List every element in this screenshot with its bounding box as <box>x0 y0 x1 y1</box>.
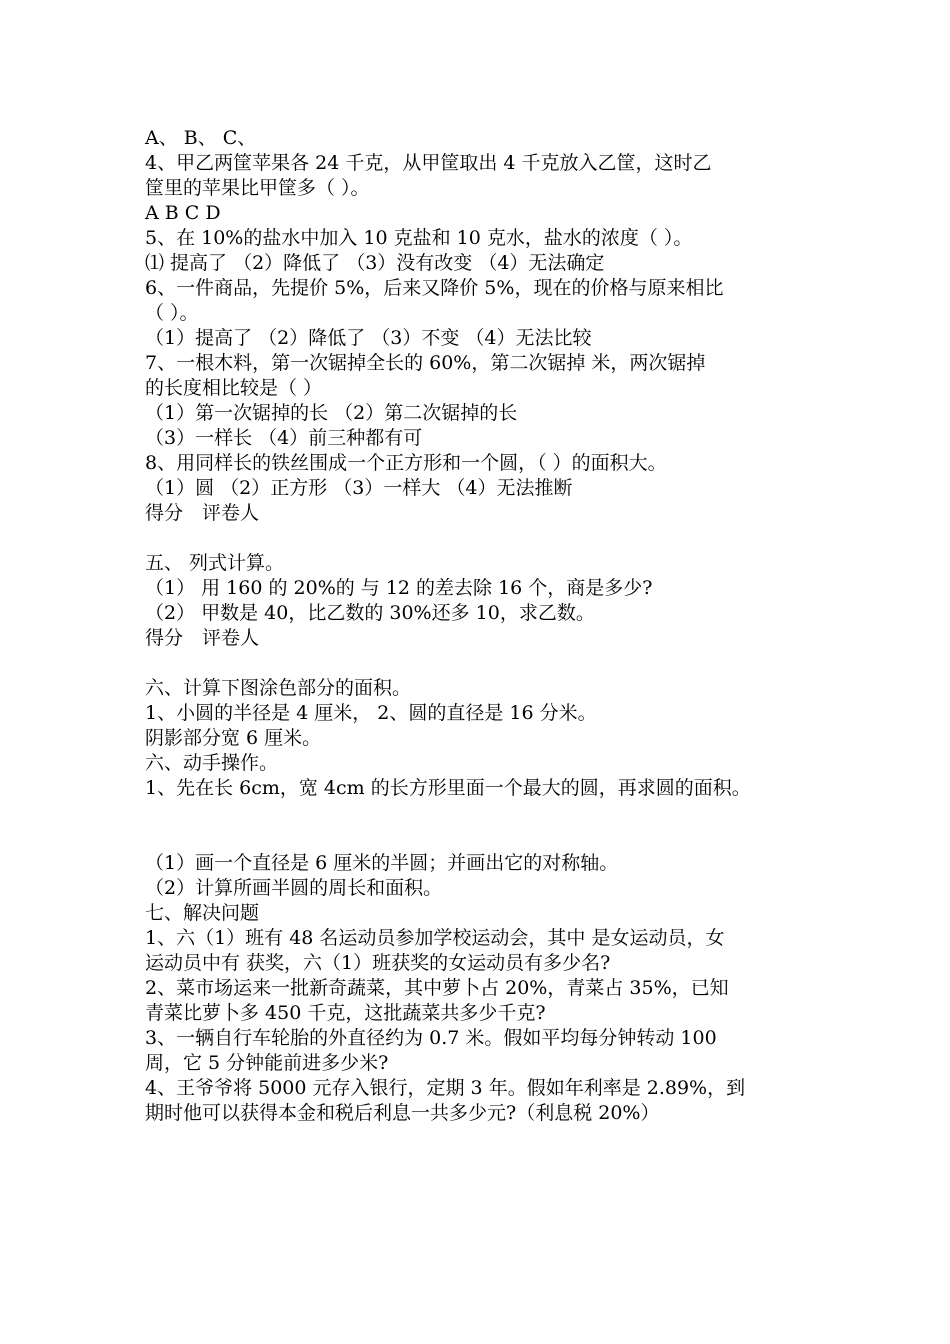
section-heading: 六、计算下图涂色部分的面积。 <box>145 677 412 699</box>
text-line: （1）圆 （2）正方形 （3）一样大 （4）无法推断 <box>145 477 573 499</box>
score-label: 得分 评卷人 <box>145 502 260 524</box>
text-line: （1）画一个直径是 6 厘米的半圆；并画出它的对称轴。 <box>145 852 619 874</box>
text-line: 期时他可以获得本金和税后利息一共多少元?（利息税 20%） <box>145 1102 660 1124</box>
text-line: 运动员中有 获奖，六（1）班获奖的女运动员有多少名? <box>145 952 611 974</box>
text-line: 阴影部分宽 6 厘米。 <box>145 727 322 749</box>
text-line: 筐里的苹果比甲筐多（ ）。 <box>145 177 370 199</box>
section-area-and-operation <box>145 676 835 801</box>
section-problems <box>145 851 835 1126</box>
blank-space <box>145 801 835 851</box>
text-line: 青菜比萝卜多 450 千克，这批蔬菜共多少千克? <box>145 1002 546 1024</box>
text-line: 1、小圆的半径是 4 厘米， 2、圆的直径是 16 分米。 <box>145 702 597 724</box>
text-line: 3、一辆自行车轮胎的外直径约为 0.7 米。假如平均每分钟转动 100 <box>145 1027 717 1049</box>
text-line: 1、先在长 6cm，宽 4cm 的长方形里面一个最大的圆，再求圆的面积。 <box>145 777 751 799</box>
text-line: 4、王爷爷将 5000 元存入银行，定期 3 年。假如年利率是 2.89%，到 <box>145 1077 746 1099</box>
text-line: A、 B、 C、 <box>145 127 257 149</box>
text-line: ⑴ 提高了 （2）降低了 （3）没有改变 （4）无法确定 <box>145 252 605 274</box>
text-line: （1）第一次锯掉的长 （2）第二次锯掉的长 <box>145 402 518 424</box>
text-line: 周，它 5 分钟能前进多少米? <box>145 1052 389 1074</box>
section-heading: 六、动手操作。 <box>145 752 279 774</box>
text-line: （3）一样长 （4）前三种都有可 <box>145 427 423 449</box>
text-line: 2、菜市场运来一批新奇蔬菜，其中萝卜占 20%，青菜占 35%，已知 <box>145 977 729 999</box>
document-page <box>145 126 835 1126</box>
text-line: （2） 甲数是 40，比乙数的 30%还多 10，求乙数。 <box>145 602 595 624</box>
section-calculation <box>145 551 835 651</box>
text-line: 8、用同样长的铁丝围成一个正方形和一个圆，（ ）的面积大。 <box>145 452 667 474</box>
text-line: （1）提高了 （2）降低了 （3）不变 （4）无法比较 <box>145 327 592 349</box>
blank-line <box>145 651 835 676</box>
score-label: 得分 评卷人 <box>145 627 260 649</box>
text-line: 4、甲乙两筐苹果各 24 千克，从甲筐取出 4 千克放入乙筐，这时乙 <box>145 152 712 174</box>
blank-line <box>145 526 835 551</box>
section-heading: 七、解决问题 <box>145 902 260 924</box>
text-line: （ ）。 <box>145 302 199 324</box>
text-line: 5、在 10%的盐水中加入 10 克盐和 10 克水，盐水的浓度（ ）。 <box>145 227 693 249</box>
text-line: （1） 用 160 的 20%的 与 12 的差去除 16 个，商是多少? <box>145 577 653 599</box>
section-choice-questions <box>145 126 835 526</box>
text-line: 6、一件商品，先提价 5%，后来又降价 5%，现在的价格与原来相比 <box>145 277 724 299</box>
text-line: 7、一根木料，第一次锯掉全长的 60%，第二次锯掉 米，两次锯掉 <box>145 352 706 374</box>
section-heading: 五、 列式计算。 <box>145 552 285 574</box>
text-line: （2）计算所画半圆的周长和面积。 <box>145 877 443 899</box>
text-line: 的长度相比较是（ ） <box>145 377 323 399</box>
text-line: A B C D <box>145 202 221 224</box>
text-line: 1、六（1）班有 48 名运动员参加学校运动会，其中 是女运动员，女 <box>145 927 725 949</box>
